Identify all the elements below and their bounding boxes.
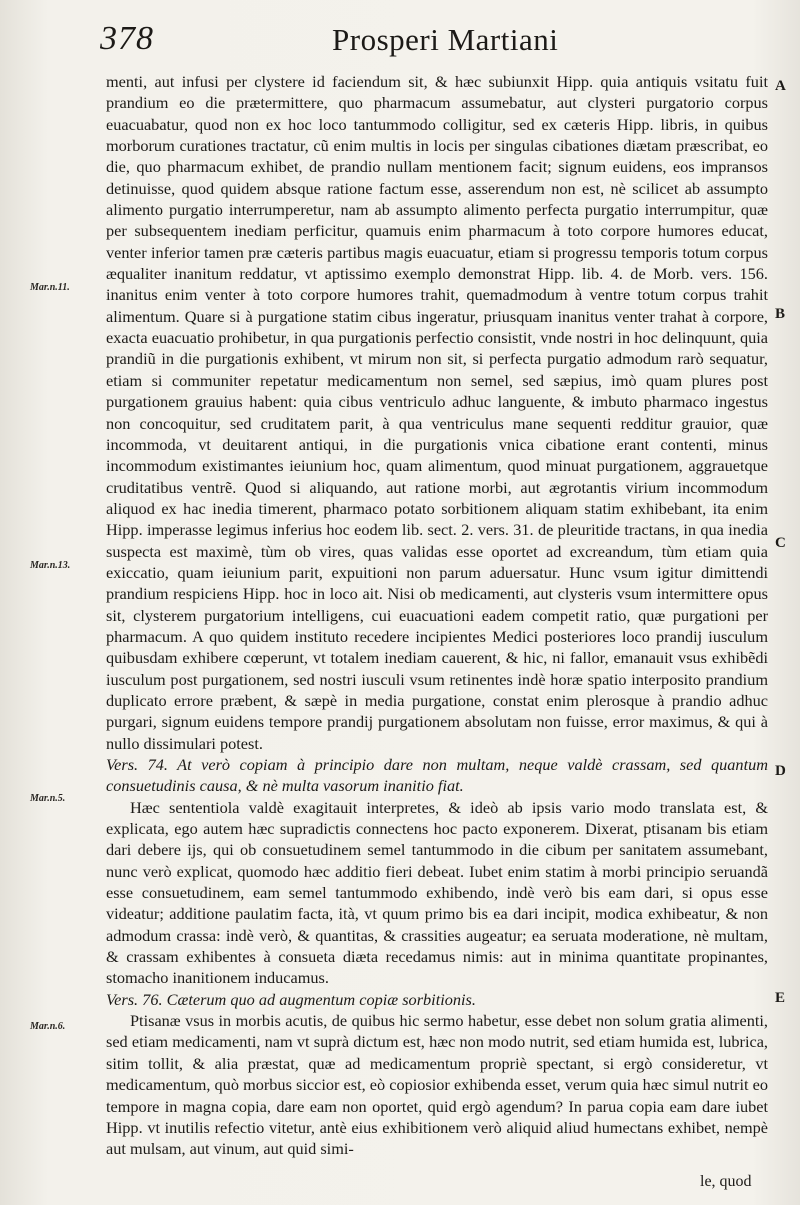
section-marker: E — [775, 990, 786, 1006]
running-title: Prosperi Martiani — [332, 22, 559, 57]
margin-note: Mar.n.13. — [30, 560, 71, 571]
paragraph-commentary-2: Hæc sententiola valdè exagitauit interpretes, & ideò ab ipsis vario modo translata est, & explicata, ego autem hæc supradictis connectens hoc pacto exponerem. Dixerat, ptisanam bis etiam dari debere ijs, qui ob consuetudinem semel tantummodo in die cibum per sanitatem assumebant, nunc verò explicat, quomodo hæc additio fieri debeat. Iubet enim statim à morbi principio seruandã esse consuetudinem, eam semel tantummodo exhibendo, indè verò bis eam dari, si opus esse videatur; additione paulatim facta, ità, vt quum primo bis ea dari incipit, modica exhibeatur, & non admodum crassa: indè verò, & quantitas, & crassities augeatur; ea seruata moderatione, nè multam, & crassam exhibentes à consueta diæta recedamus nimis: aut in minima quantitate propinantes, stomacho inanitionem inducamus. — [106, 797, 768, 988]
lemma-vers-76: Vers. 76. Cæterum quo ad augmentum copiæ sorbitionis. — [106, 989, 476, 1009]
page-number: 378 — [100, 20, 154, 57]
margin-note: Mar.n.6. — [30, 1021, 66, 1032]
section-marker: A — [775, 78, 786, 94]
paragraph-commentary-1: menti, aut infusi per clystere id faciendum sit, & hæc subiunxit Hipp. quia antiquis vsitatu fuit prandium eo die prætermittere, quo pharmacum assumebatur, aut clysteri purgatorio corpus euacuabatur, quod non ex hoc loco tantummodo colligitur, sed ex cæteris Hipp. libris, in quibus morborum curationes tractatur, cũ enim multis in locis per singulas cibationes diætam præscribat, eo die, quo pharmacum exhibet, de prandio nullam mentionem facit; signum euidens, eos impransos detinuisse, quod quidem absque ratione factum esse, asserendum non est, nè scilicet ab assumpto alimento purgatio interrumperetur, nam ab assumpto alimento perfecta purgatio interrumpitur, quæ per subsequentem inediam perficitur, quamuis enim pharmacum à toto corpore humores educat, venter inferior tamen præ cæteris partibus magis euacuatur, etiam si progressu temporis totum corpus æqualiter inanitum reddatur, vt aptissimo exemplo demonstrat Hipp. lib. 4. de Morb. vers. 156. inanitus enim venter à toto corpore humores trahit, quemadmodum à ventre totum corpus trahit alimentum. Quare si à purgatione statim cibus ingeratur, priusquam inanitus venter trahat à corpore, exacta euacuatio prohibetur, in qua purgationis perfectio consistit, vnde nostri in hoc delinquunt, quia prandiũ in die purgationis exhibent, vt mirum non sit, si perfecta purgatio admodum rarò sequatur, etiam si communiter repetatur medicamentum non semel, sed sæpius, imò quam plures post purgationem grauius habent: quia cibus ventriculo adhuc languente, & imbuto pharmaco ingestus non concoquitur, sed cruditatem parit, à qua ventriculus mane sequenti redditur grauior, quæ incommoda, vt deuitarent antiqui, in die purgationis vnica cibatione erant contenti, minus incommodum existimantes ieiunium hoc, quam alimentum, quod minuat purgationem, aggrauetque cruditatibus ventrẽ. Quod si aliquando, aut ratione morbi, aut ægrotantis virium incommodum aliquod ex hac inedia timerent, pharmaco potato sorbitionem aliquam statim exhibebant, ita enim Hipp. imperasse legimus inferius hoc eodem lib. sect. 2. vers. 31. de pleuritide tractans, in qua inedia suspecta est maximè, tùm ob vires, quas validas esse oportet ad excreandum, tùm etiam quia exiccatio, quam ieiunium parit, expuitioni non parum aduersatur. Hunc vsum igitur dimittendi prandium respiciens Hipp. hoc in loco ait. Nisi ob medicamenti, aut clysteris vsum intermittere opus sit, clysterem purgatorium intelligens, cui euacuationi eadem competit ratio, quæ purgationi per pharmacum. A quo quidem instituto recedere incipientes Medici posteriores loco prandij iusculum quibusdam exhibere cœperunt, vt totalem inediam cauerent, & hic, ni fallor, emanauit vsus exhibẽdi iusculum post purgationem, sed nostri iusculi vsum retinentes indè horæ spatio interposito prandium duplicato errore præbent, & sæpè in media purgatione, constat enim plerosque à prandio adhuc purgari, signum euidens tempore prandij purgationem absolutam non fuisse, error maximus, & qui à nullo dissimulari potest. — [106, 72, 768, 753]
page-header — [100, 20, 700, 66]
paragraph-commentary-3: Ptisanæ vsus in morbis acutis, de quibus hic sermo habetur, esse debet non solum gratia alimenti, sed etiam medicamenti, nam vt suprà dictum est, hæc non modo nutrit, sed etiam humida est, lubrica, sitim tollit, & alia præstat, quæ ad medicamentum propriè spectant, si ergò consideretur, vt medicamentum, quò morbus siccior est, eò copiosior exhibenda esset, verum quia hæc simul nutrit eo tempore in magna copia, dare eam non oportet, quid ergò agendum? In parua copia eam dare iubet Hipp. vt inutilis refectio vitetur, antè eius exhibitionem verò aliquid aliud humectans exhibet, nempè aut mulsam, aut vinum, aut quid simi- — [106, 1011, 768, 1159]
main-text-block — [106, 71, 768, 1160]
section-marker: B — [775, 306, 786, 322]
lemma-vers-74: Vers. 74. At verò copiam à principio dare non multam, neque valdè crassam, sed quantum consuetudinis causa, & nè multa vasorum inanitio fiat. — [106, 755, 768, 796]
section-marker: C — [775, 535, 786, 551]
margin-note: Mar.n.5. — [30, 793, 66, 804]
margin-note: Mar.n.11. — [30, 282, 70, 293]
section-marker: D — [775, 763, 786, 779]
catchword: le, quod — [700, 1173, 752, 1190]
